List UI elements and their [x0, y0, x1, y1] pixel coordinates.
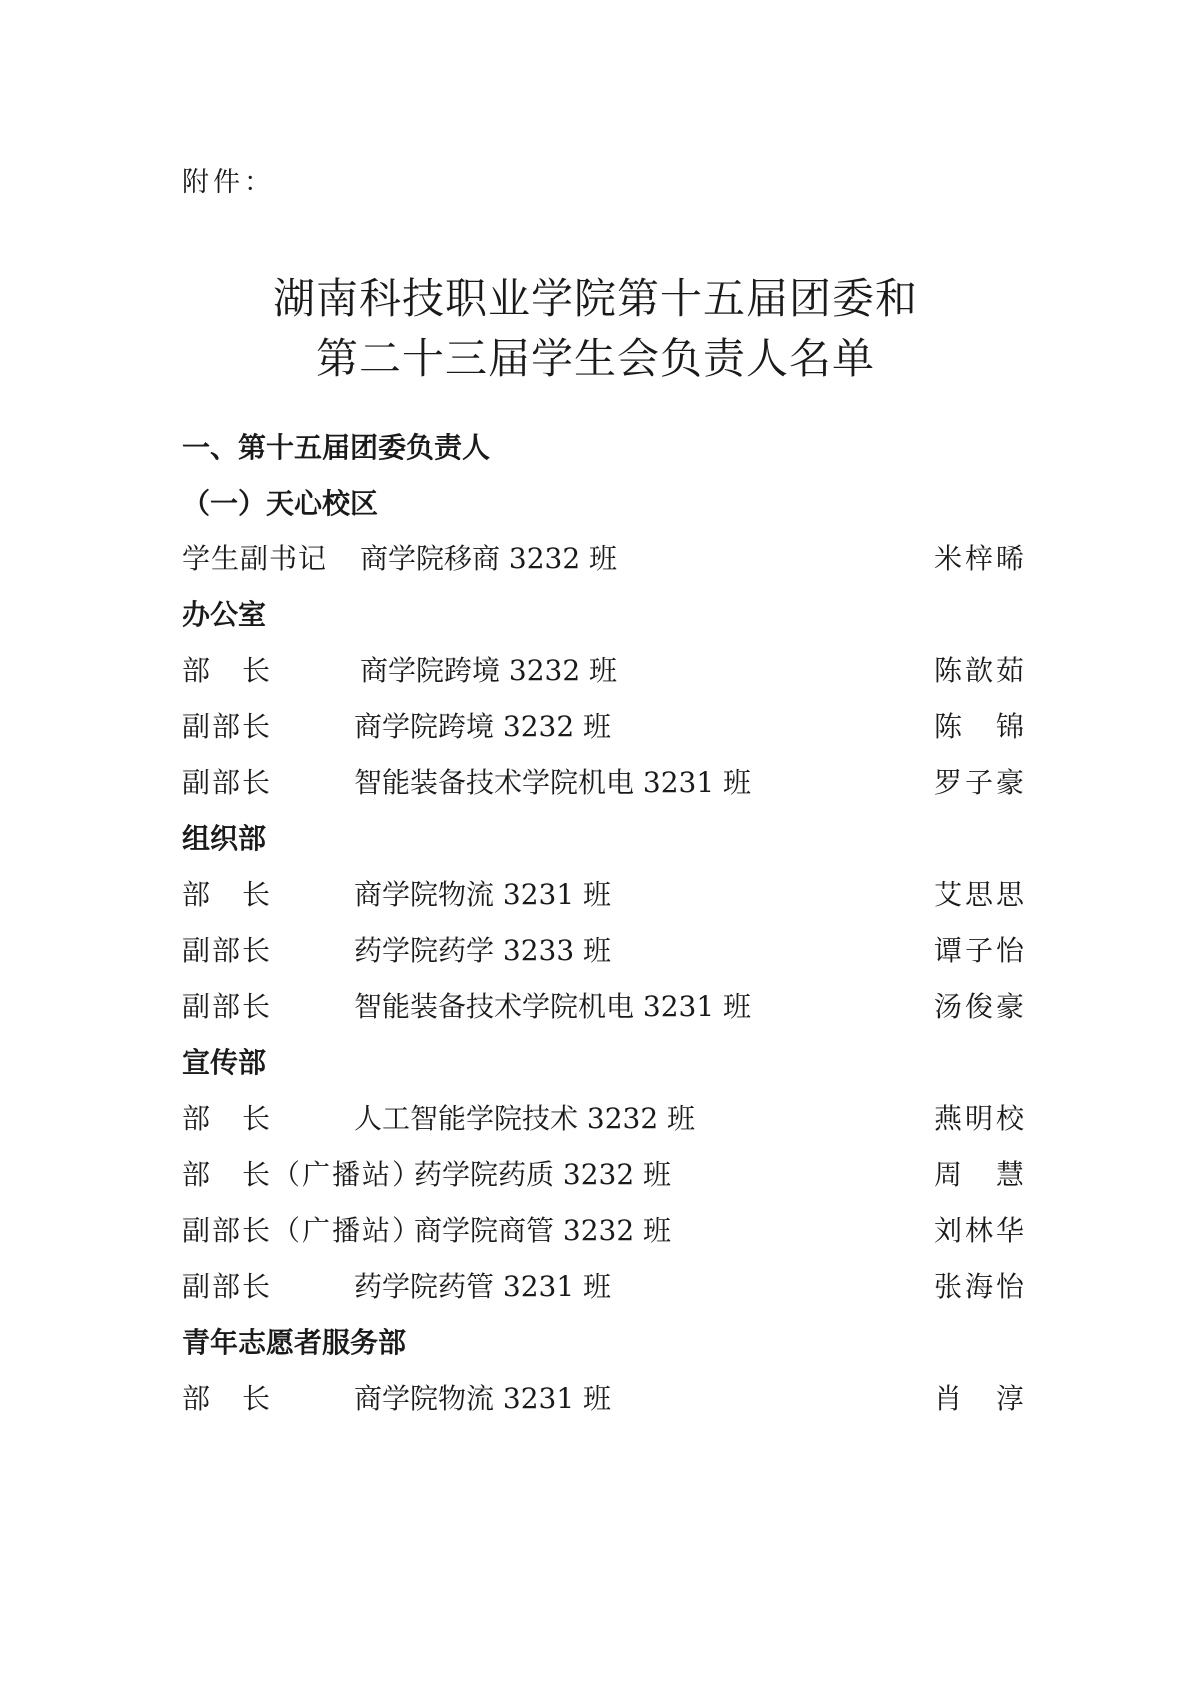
campus-subheading: （一）天心校区	[182, 487, 379, 520]
person-name: 罗子豪	[933, 766, 1027, 799]
role-label: 副部长（广播站）	[182, 1214, 423, 1247]
role-label: 副部长	[182, 766, 273, 799]
document-title-line-1: 湖南科技职业学院第十五届团委和	[272, 274, 918, 323]
department-heading-volunteer: 青年志愿者服务部	[182, 1326, 407, 1359]
department-heading-publicity: 宣传部	[182, 1046, 267, 1079]
person-name: 肖 淳	[933, 1382, 1027, 1415]
role-label: 部 长	[182, 1382, 273, 1415]
person-name: 汤俊豪	[933, 990, 1027, 1023]
attachment-label: 附件：	[182, 167, 275, 198]
role-label: 副部长	[182, 1270, 273, 1303]
class-unit: 商学院物流 3231 班	[354, 1382, 612, 1415]
class-unit: 商学院物流 3231 班	[354, 878, 612, 911]
person-name: 周 慧	[933, 1158, 1027, 1191]
person-name: 艾思思	[933, 878, 1027, 911]
class-unit: 商学院移商 3232 班	[360, 542, 618, 575]
document-title-line-2: 第二十三届学生会负责人名单	[315, 334, 875, 383]
role-label: 部 长	[182, 878, 273, 911]
person-name: 张海怡	[933, 1270, 1027, 1303]
class-unit: 药学院药学 3233 班	[354, 934, 612, 967]
person-name: 刘林华	[933, 1214, 1027, 1247]
role-label: 副部长	[182, 710, 273, 743]
person-name: 陈 锦	[933, 710, 1027, 743]
class-unit: 智能装备技术学院机电 3231 班	[354, 990, 752, 1023]
role-label: 部 长	[182, 654, 273, 687]
person-name: 谭子怡	[933, 934, 1027, 967]
person-name: 陈歆茹	[933, 654, 1027, 687]
class-unit: 商学院跨境 3232 班	[354, 710, 612, 743]
class-unit: 智能装备技术学院机电 3231 班	[354, 766, 752, 799]
class-unit: 药学院药管 3231 班	[354, 1270, 612, 1303]
department-heading-office: 办公室	[182, 598, 267, 631]
role-label: 副部长	[182, 990, 273, 1023]
person-name: 燕明校	[933, 1102, 1027, 1135]
role-label: 学生副书记	[182, 542, 328, 575]
class-unit: 药学院药质 3232 班	[414, 1158, 672, 1191]
department-heading-organization: 组织部	[182, 822, 267, 855]
role-label: 部 长（广播站）	[182, 1158, 423, 1191]
class-unit: 人工智能学院技术 3232 班	[354, 1102, 696, 1135]
section-heading: 一、第十五届团委负责人	[182, 431, 491, 464]
role-label: 副部长	[182, 934, 273, 967]
person-name: 米梓晞	[933, 542, 1027, 575]
role-label: 部 长	[182, 1102, 273, 1135]
class-unit: 商学院商管 3232 班	[414, 1214, 672, 1247]
class-unit: 商学院跨境 3232 班	[360, 654, 618, 687]
